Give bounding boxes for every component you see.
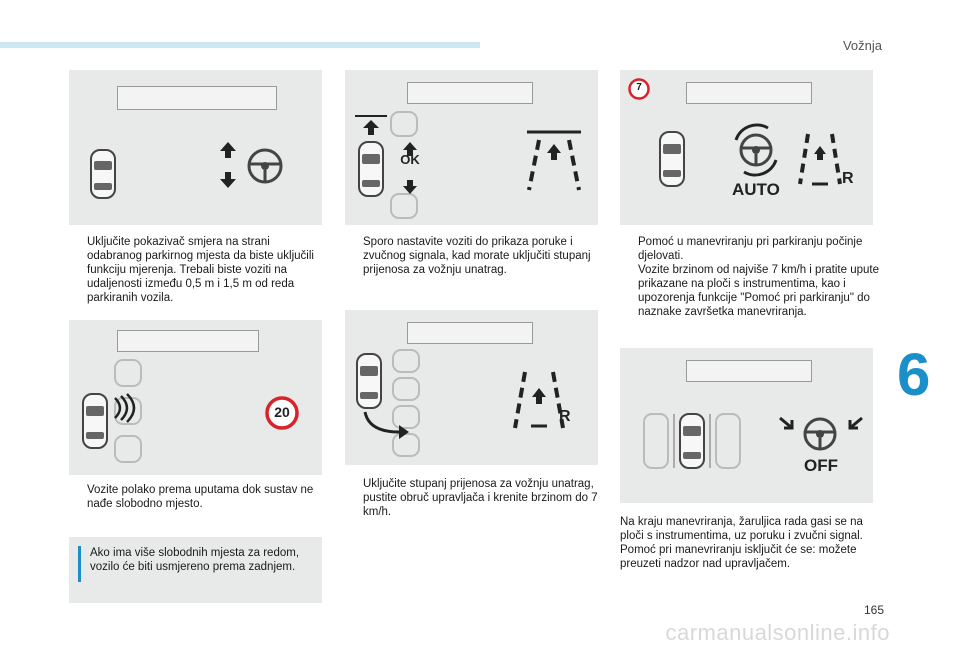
speed-limit-value: 20 xyxy=(274,404,290,420)
auto-steering-wheel-icon xyxy=(728,122,784,178)
info-note xyxy=(69,537,322,603)
header-bar xyxy=(0,42,480,48)
car-icon xyxy=(678,412,706,470)
step-6-text: Na kraju manevriranja, žaruljica rada gasi se na ploči s instrumentima, uz poruku i zvučni signal. Pomoć pri manevriranju isključit će se: možete preuzeti nadzor nad upravljačem. xyxy=(620,516,863,570)
chapter-number: 6 xyxy=(897,341,931,408)
reverse-path-arrow-icon xyxy=(359,410,411,440)
note-text: Ako ima više slobodnih mjesta za redom, vozilo će biti usmjereno prema zadnjem. xyxy=(90,547,300,573)
step-5-text xyxy=(620,235,882,319)
bullet-marker xyxy=(345,235,363,277)
illustration-searching-space xyxy=(69,320,322,475)
step-3-text xyxy=(345,235,600,277)
instrument-display xyxy=(407,322,533,344)
car-icon xyxy=(89,148,117,200)
reverse-guide-icon xyxy=(525,128,583,194)
gear-r-label: R xyxy=(842,170,854,187)
off-label: OFF xyxy=(804,456,838,475)
instrument-display xyxy=(117,86,277,110)
step-text: Uključite stupanj prijenosa za vožnju unatrag, pustite obruč upravljača i krenite brzinom do 7 km/h. xyxy=(363,478,598,518)
illustration-assist-off xyxy=(620,348,873,503)
car-icon xyxy=(81,392,109,450)
instrument-display xyxy=(686,360,812,382)
step-text: Sporo nastavite voziti do prikaza poruke i zvučnog signala, kad morate uključiti stupanj prijenosa za vožnju unatrag. xyxy=(363,236,591,276)
step-text: Uključite pokazivač smjera na strani odabranog parkirnog mjesta da biste uključili funkciju mjerenja. Trebali biste voziti na udaljenosti između 0,5 m i 1,5 m od reda parkiranih vozila. xyxy=(87,236,314,304)
turn-arrows-icon xyxy=(217,140,239,190)
steering-wheel-icon xyxy=(245,146,285,186)
section-title: Vožnja xyxy=(842,38,882,53)
instrument-display xyxy=(117,330,259,352)
bullet-marker xyxy=(620,235,638,319)
parked-cars-icon xyxy=(391,348,421,460)
instrument-display xyxy=(686,82,812,104)
step-2-text xyxy=(69,483,324,511)
stop-arrow-icon xyxy=(353,114,389,136)
step-4-text xyxy=(345,477,600,519)
page-number: 165 xyxy=(863,603,884,617)
step-text: Vozite polako prema uputama dok sustav ne nađe slobodno mjesto. xyxy=(87,484,314,510)
note-accent-bar xyxy=(78,546,81,582)
car-icon xyxy=(357,140,385,198)
bullet-marker xyxy=(69,235,87,305)
step-1-text xyxy=(69,235,324,305)
gear-r-label: R xyxy=(559,408,571,425)
step-text: Pomoć u manevriranju pri parkiranju počinje djelovati. Vozite brzinom od najviše 7 km/h i pratite upute prikazane na ploči s instrumentima, kao i upozorenja funkcije "Pomoć pri parkiranju" do naznake završetka manevriranja. xyxy=(638,236,879,318)
step-badge-number: 7 xyxy=(636,82,642,93)
sensor-waves-icon xyxy=(111,394,139,422)
grip-arrows-icon xyxy=(776,412,866,442)
reverse-guide-icon xyxy=(796,130,844,188)
car-icon xyxy=(355,352,383,410)
bullet-marker xyxy=(69,483,87,511)
illustration-auto-steering xyxy=(620,70,873,225)
watermark: carmanualsonline.info xyxy=(665,620,890,645)
bullet-marker xyxy=(345,477,363,519)
auto-label: AUTO xyxy=(732,180,780,199)
car-icon xyxy=(658,130,686,188)
illustration-space-found xyxy=(345,70,598,225)
ok-arrows-icon xyxy=(397,140,423,196)
instrument-display xyxy=(407,82,533,104)
illustration-reverse-gear xyxy=(345,310,598,465)
ok-label: OK xyxy=(400,152,420,167)
illustration-turn-signal xyxy=(69,70,322,225)
